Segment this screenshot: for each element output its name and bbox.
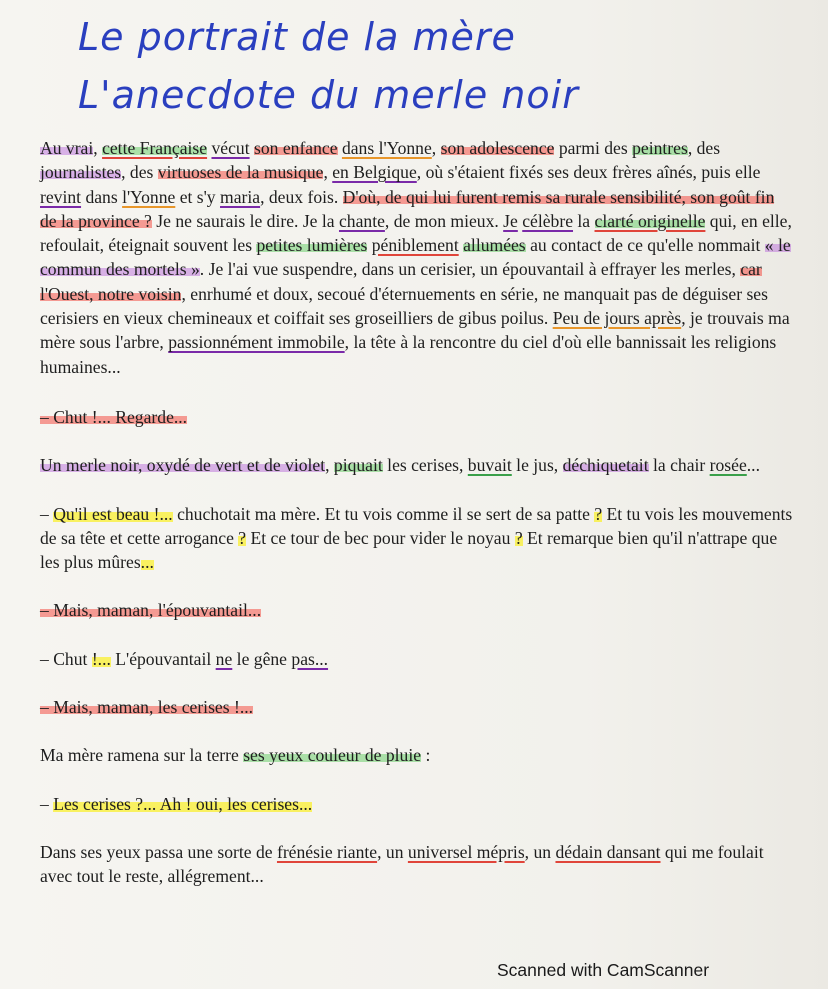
annotated-phrase: passionnément immobile bbox=[168, 332, 345, 353]
annotated-phrase: chante bbox=[338, 210, 385, 231]
dialogue-line-cerises bbox=[40, 695, 795, 719]
text-run: – Chut bbox=[40, 648, 92, 669]
dialogue-line-ah-oui bbox=[40, 792, 795, 816]
text-run: . Je l'ai vue suspendre, dans un cerisier, un épouvantail à effrayer les merles, bbox=[199, 259, 741, 280]
text-run: Je ne saurais le dire. Je la bbox=[151, 210, 339, 231]
annotated-phrase: son enfance bbox=[254, 138, 338, 158]
text-run: ... bbox=[746, 455, 760, 476]
annotated-phrase: piquait bbox=[333, 455, 383, 476]
annotated-phrase: ... bbox=[140, 552, 154, 573]
text-run: Et remarque bien qu'il n'attrape que les plus mûres bbox=[40, 527, 778, 573]
text-run: , bbox=[323, 162, 333, 183]
annotated-phrase: son adolescence bbox=[440, 138, 555, 158]
text-run: et s'y bbox=[175, 186, 221, 207]
annotated-phrase: journalistes bbox=[40, 162, 122, 183]
annotated-phrase: en Belgique bbox=[332, 162, 417, 183]
annotated-phrase: célèbre bbox=[522, 210, 574, 231]
paragraph-yeux bbox=[40, 743, 795, 767]
text-run: la bbox=[573, 210, 595, 231]
text-run: , bbox=[431, 138, 441, 158]
annotated-phrase: Au vrai bbox=[40, 138, 94, 158]
annotated-phrase: cette Française bbox=[102, 138, 208, 158]
text-run: , un bbox=[524, 841, 556, 862]
text-run: L'épouvantail bbox=[110, 648, 216, 669]
text-run: , un bbox=[377, 841, 408, 862]
handwritten-title-line-1: Le portrait de la mère bbox=[78, 15, 516, 59]
annotated-phrase: ses yeux couleur de pluie bbox=[243, 745, 422, 766]
annotated-phrase: Un merle noir, oxydé de vert et de violet bbox=[40, 455, 326, 476]
text-run: , la tête à la rencontre du ciel d'où elle bannissait les religions humaines... bbox=[40, 332, 777, 377]
dialogue-line-chut bbox=[40, 405, 795, 429]
text-run: , des bbox=[687, 138, 721, 158]
annotated-phrase: petites lumières bbox=[256, 235, 368, 256]
text-run: les cerises, bbox=[382, 455, 468, 476]
text-run: – bbox=[40, 503, 54, 524]
text-run: au contact de ce qu'elle nommait bbox=[525, 235, 765, 256]
text-run: qui me foulait avec tout le reste, allégrement... bbox=[40, 841, 764, 887]
annotated-phrase: revint bbox=[40, 186, 82, 207]
text-run: qui, en elle, refoulait, éteignait souvent les bbox=[40, 210, 792, 256]
text-run: le jus, bbox=[511, 455, 563, 476]
annotated-phrase: peintres bbox=[632, 138, 688, 158]
annotated-phrase: péniblement bbox=[371, 235, 459, 256]
text-run: Et ce tour de bec pour vider le noyau bbox=[246, 527, 515, 548]
annotated-phrase: universel mépris bbox=[407, 841, 525, 862]
dialogue-line-chut-2 bbox=[40, 647, 795, 671]
text-run: chuchotait ma mère. Et tu vois comme il se sert de sa patte bbox=[172, 503, 595, 524]
annotated-phrase: ne bbox=[215, 648, 233, 669]
text-run: Ma mère ramena sur la terre bbox=[40, 745, 244, 766]
annotated-phrase: – Mais, maman, l'épouvantail... bbox=[40, 600, 262, 621]
text-run: , des bbox=[121, 162, 158, 183]
annotated-phrase: car l'Ouest, notre voisin bbox=[40, 259, 762, 304]
handwritten-title-line-2: L'anecdote du merle noir bbox=[78, 73, 579, 117]
annotated-phrase: Je bbox=[503, 210, 518, 231]
text-body bbox=[40, 136, 795, 913]
annotated-phrase: D'où, de qui lui furent remis sa rurale sensibilité, son goût fin de la province ? bbox=[40, 186, 775, 231]
paragraph-portrait bbox=[40, 136, 795, 379]
text-run: parmi des bbox=[554, 138, 633, 158]
text-run: le gêne bbox=[232, 648, 292, 669]
text-run: , deux fois. bbox=[260, 186, 343, 207]
annotated-phrase: « le commun des mortels » bbox=[40, 235, 791, 280]
annotated-phrase: Qu'il est beau !... bbox=[53, 503, 173, 524]
annotated-phrase: dédain dansant bbox=[555, 841, 661, 862]
text-run: Dans ses yeux passa une sorte de bbox=[40, 841, 277, 862]
annotated-phrase: clarté originelle bbox=[594, 210, 706, 231]
text-run: : bbox=[421, 745, 431, 766]
scanner-watermark: Scanned with CamScanner bbox=[497, 960, 710, 980]
annotated-phrase: ? bbox=[238, 527, 247, 548]
annotated-phrase: ? bbox=[514, 527, 523, 548]
text-run: dans bbox=[81, 186, 123, 207]
annotated-phrase: buvait bbox=[467, 455, 512, 476]
text-run: , bbox=[325, 455, 334, 476]
annotated-phrase: dans l'Yonne bbox=[341, 138, 432, 158]
text-run: Et tu vois les mouvements de sa tête et cette arrogance bbox=[40, 503, 793, 548]
text-run: , je trouvais ma mère sous l'arbre, bbox=[40, 308, 790, 353]
text-run: , bbox=[93, 138, 103, 158]
text-run: la chair bbox=[648, 455, 710, 476]
annotated-phrase: allumées bbox=[463, 235, 526, 256]
annotated-phrase: !... bbox=[91, 648, 111, 669]
dialogue-line-epouvantail bbox=[40, 598, 795, 622]
paragraph-frenesie bbox=[40, 840, 795, 889]
annotated-phrase: rosée bbox=[709, 455, 747, 476]
annotated-phrase: l'Yonne bbox=[122, 186, 176, 207]
text-run: , où s'étaient fixés ses deux frères aînés, puis elle bbox=[416, 162, 761, 183]
annotated-phrase: Peu de jours après bbox=[552, 308, 682, 329]
text-run: , enrhumé et doux, secoué d'éternuements en série, ne manquait pas de déguiser ses cerisiers en vieux chemineaux et coiffait ses groseilliers de gibus poilus. bbox=[40, 283, 768, 329]
text-run: , de mon mieux. bbox=[384, 210, 504, 231]
annotated-phrase: vécut bbox=[211, 138, 250, 158]
annotated-phrase: pas... bbox=[291, 648, 329, 669]
annotated-phrase: – Chut !... Regarde... bbox=[40, 406, 188, 427]
annotated-phrase: ? bbox=[594, 503, 603, 524]
annotated-phrase: virtuoses de la musique bbox=[157, 162, 324, 183]
annotated-phrase: Les cerises ?... Ah ! oui, les cerises... bbox=[53, 793, 313, 814]
annotated-phrase: – Mais, maman, les cerises !... bbox=[40, 697, 254, 718]
annotated-phrase: déchiquetait bbox=[562, 455, 649, 476]
text-run: – bbox=[40, 793, 54, 814]
paragraph-merle bbox=[40, 453, 795, 477]
annotated-phrase: frénésie riante bbox=[276, 841, 378, 862]
annotated-phrase: maria bbox=[220, 186, 261, 207]
dialogue-line-beau bbox=[40, 502, 795, 575]
